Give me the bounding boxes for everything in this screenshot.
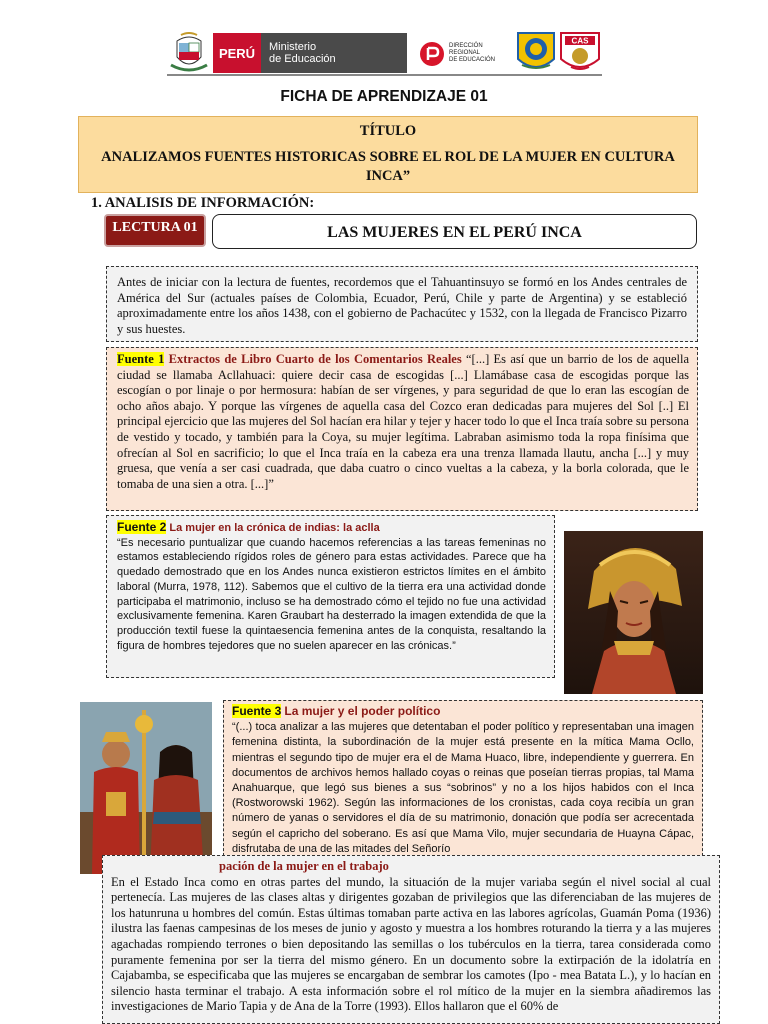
fuente4-heading: pación de la mujer en el trabajo (219, 859, 389, 873)
header-logos (167, 31, 602, 75)
fuente3-source: La mujer y el poder político (284, 704, 441, 718)
peru-shield-icon (167, 31, 211, 75)
ministry-brand (261, 33, 407, 73)
fuente4-text: En el Estado Inca como en otras partes del mundo, la situación de la mujer variaba según el nivel social al cual pertenecía. Las mujeres de las clases altas y dirigentes gozaban de privilegios que las diferenciaban de las mujeres de los hatunruna u hombres del común. Estas últimas tomaban parte activa en las labores agrícolas, Guamán Poma (1936) ilustra las faenas campesinas de los meses de junio y agosto y muestra a los hombres roturando la tierra y a las mujeres agachadas rompiendo terrones o bien depositando las semillas o los tubérculos en la tierra, tarea considerada como puramente femenina por ser la tierra del mismo género. En un documento sobre la extirpación de la idolatría en Cajabamba, se especificaba que las mujeres se encargaban de sembrar los camotes (Ipo - mea Batata L.), y lo hacían en silencio hasta terminar el trabajo. A esta información sobre el rol mítico de la mujer en la siembra añadiremos las investigaciones de Mario Tapia y de Ana de la Torre (1993). Ellos hallaron que el 60% de (111, 874, 711, 1014)
fuente1-label: Fuente 1 (117, 352, 165, 366)
fuente3-label: Fuente 3 (232, 704, 282, 718)
dre-line1: DIRECCIÓN (449, 43, 483, 49)
fuente4-box (102, 855, 720, 1024)
fuente1-text: “[...] Es así que un barrio de los de aquella ciudad se llamaba Acllahuaci: quiere decir casa de escogidas [...] Llamábase casa de escogidas porque las escogían o por linaje o por hermosura: habían de ser vírgenes, y para seguridad de que lo eran las escogían de ocho años abajo. Y porque las vírgenes de aquella casa del Cozco eran dedicadas para mujeres del Sol [..] El principal ejercicio que las mujeres del Sol hacían era hilar y tejer y hacer todo lo que el Inca traía sobre su persona de vestido y tocado, y también para la Coya, su mujer legítima. Labraban asimismo toda la ropa finísima que ofrecían al Sol en sacrificio; lo que el Inca traía en la cabeza era una trenza llamada llautu, ancha [...] y muy gruesa, que venía a ser casi cuadrada, que daba cuatro o cinco vueltas a la cabeza, y la borla colorada, que le tomaba de una sien a otra. [...]” (117, 352, 689, 491)
fuente3-text: “(...) toca analizar a las mujeres que detentaban el poder político y representaban una imagen femenina distinta, la subordinación de la mujer está presente en la mítica Mama Ocllo, mientras el segundo tipo de mujer era el de Mama Huaco, libre, independiente y guerrera. En documentos de archivos hemos hallado coyas o reinas que poseían tierras propias, tal Mama Anahuarque, que legó sus bienes a sus “sobrinos” y no a los hijos habidos con el Inca (Rostworowski 1962). Según las informaciones de los cronistas, cada coya recibía un gran número de yanas o servidores el día de su matrimonio, donación que podía ser acrecentada según el capricho del soberano. Es así que Mama Vilo, mujer secundaria de Huayna Cápac, disfrutaba de una de las mitades del Señorío (232, 721, 694, 855)
cas-badge-text: CAS (571, 36, 589, 46)
title-box (78, 116, 698, 193)
fuente2-text: “Es necesario puntualizar que cuando hacemos referencias a las tareas femeninas no estamos estableciendo rígidos roles de género para estas actividades. Parece que ha quedado demostrado que en los Andes nunca existieron estrictos límites en el ámbito laboral (Murra, 1978, 112). Sabemos que el cultivo de la tierra era una actividad donde participaba el matrimonio, incluso se ha demostrado cómo el tejido no fue una actividad exclusivamente femenina. Karen Graubart ha desterrado la imagen extendida de que la producción textil fuese la quintaesencia femenina antes de la conquista, resaltando la figura de hombres tejedores que no suelen aparecer en las crónicas.” (117, 536, 546, 652)
fuente3-box (223, 700, 703, 856)
title-label: TÍTULO (359, 123, 417, 139)
ministry-line1: Ministerio (269, 41, 317, 53)
dre-line2: REGIONAL (449, 50, 481, 56)
lectura-title: LAS MUJERES EN EL PERÚ INCA (212, 214, 697, 249)
fuente1-box (106, 347, 698, 511)
inca-woman-image (564, 531, 703, 694)
fuente2-box (106, 515, 555, 678)
fuente2-source: La mujer en la crónica de indias: la aclla (169, 522, 380, 534)
fuente1-source: Extractos de Libro Cuarto de los Comentarios Reales (168, 352, 462, 366)
fuente2-label: Fuente 2 (117, 520, 167, 534)
inca-couple-image (80, 702, 212, 874)
title-main: ANALIZAMOS FUENTES HISTORICAS SOBRE EL ROL DE LA MUJER EN CULTURA INCA” (101, 149, 675, 184)
dre-line3: DE EDUCACIÓN (449, 57, 496, 63)
lectura-tag: LECTURA 01 (104, 214, 206, 247)
intro-paragraph: Antes de iniciar con la lectura de fuentes, recordemos que el Tahuantinsuyo se formó en los Andes centrales de América del Sur (actuales países de Colombia, Ecuador, Perú, Chile y parte de Argentina) y se estableció aproximadamente entre los años 1438, con el gobierno de Pachacútec y 1532, con la llegada de Francisco Pizarro y sus huestes. (106, 266, 698, 342)
dre-text (449, 43, 513, 64)
header-divider (167, 74, 602, 76)
page-title: FICHA DE APRENDIZAJE 01 (280, 88, 488, 105)
ministry-line2: de Educación (269, 53, 336, 65)
peru-brand: PERÚ (213, 33, 261, 73)
section-heading: 1. ANALISIS DE INFORMACIÓN: (91, 195, 315, 211)
cas-badge-icon (559, 31, 601, 75)
dre-brand (419, 33, 509, 73)
dre-logo-icon (419, 41, 445, 67)
school-badge-icon (516, 31, 556, 75)
